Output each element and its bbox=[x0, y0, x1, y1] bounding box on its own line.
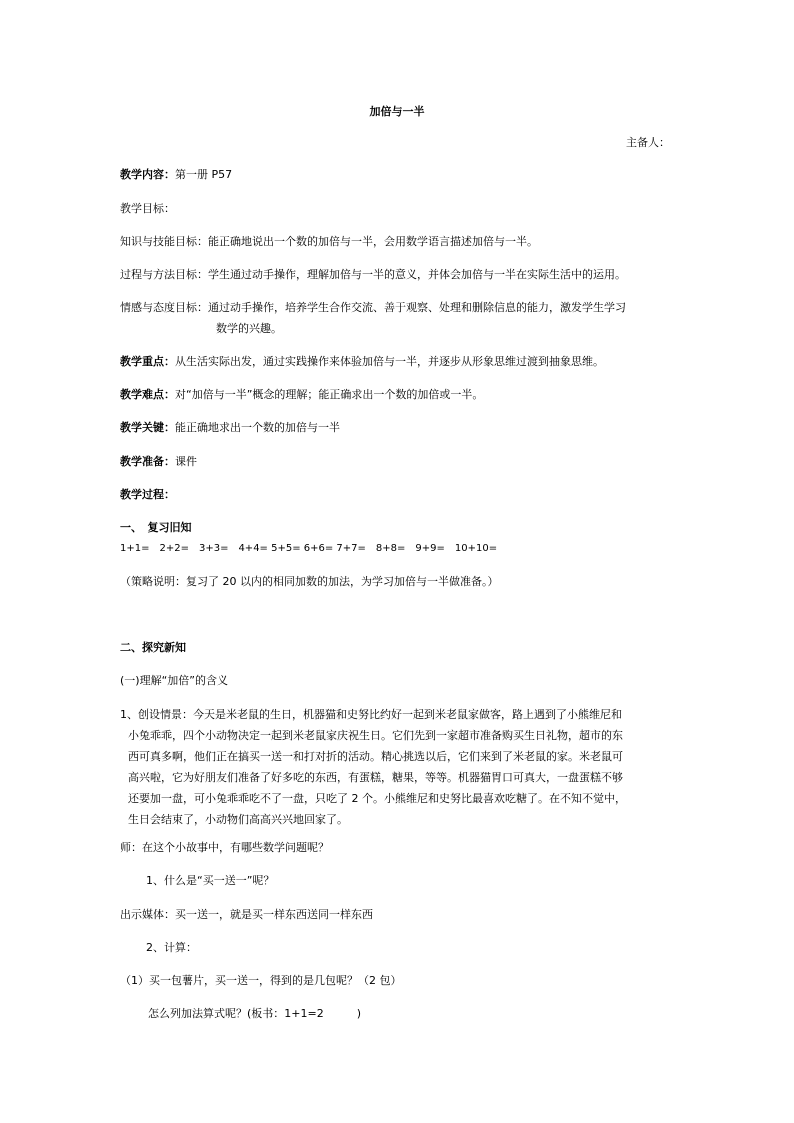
strategy-note: （策略说明：复习了 20 以内的相同加数的加法，为学习加倍与一半做准备。） bbox=[120, 575, 499, 588]
goal-knowledge-row bbox=[120, 235, 538, 249]
content-value: 第一册 P57 bbox=[175, 168, 233, 181]
difficulty-value: 对“加倍与一半”概念的理解；能正确求出一个数的加倍或一半。 bbox=[175, 388, 484, 401]
calc-heading: 2、计算： bbox=[146, 941, 197, 954]
key-label: 教学关键： bbox=[120, 421, 175, 434]
goal-knowledge-value: 能正确地说出一个数的加倍与一半，会用数学语言描述加倍与一半。 bbox=[208, 235, 538, 248]
key-point-row bbox=[120, 355, 604, 369]
prep-material-label: 教学准备： bbox=[120, 455, 175, 468]
goal-process-label: 过程与方法目标： bbox=[120, 268, 208, 281]
goal-process-value: 学生通过动手操作，理解加倍与一半的意义，并体会加倍与一半在实际生活中的运用。 bbox=[208, 268, 626, 281]
goal-emotion-label: 情感与态度目标： bbox=[120, 301, 208, 314]
key-point-value: 从生活实际出发，通过实践操作来体验加倍与一半，并逐步从形象思维过渡到抽象思维。 bbox=[175, 355, 604, 368]
subsection-double-meaning: (一)理解“加倍”的含义 bbox=[120, 674, 228, 687]
goal-knowledge-label: 知识与技能目标： bbox=[120, 235, 208, 248]
teacher-question: 师：在这个小故事中，有哪些数学问题呢？ bbox=[120, 841, 329, 854]
question-buy-one-get-one: 1、什么是“买一送一”呢？ bbox=[146, 874, 275, 887]
preparer-label: 主备人： bbox=[626, 136, 670, 149]
difficulty-label: 教学难点： bbox=[120, 388, 175, 401]
story-line: 小兔乖乖，四个小动物决定一起到米老鼠家庆祝生日。它们先到一家超市准备购买生日礼物，超市的东 bbox=[128, 729, 623, 742]
goal-emotion-value: 通过动手操作，培养学生合作交流、善于观察、处理和删除信息的能力，激发学生学习 bbox=[208, 301, 626, 314]
key-point-label: 教学重点： bbox=[120, 355, 175, 368]
media-text: 出示媒体：买一送一，就是买一样东西送同一样东西 bbox=[120, 908, 373, 921]
story-line: 西可真多啊，他们正在搞买一送一和打对折的活动。精心挑选以后，它们来到了米老鼠的家。米老鼠可 bbox=[128, 750, 623, 763]
goal-emotion-row bbox=[120, 301, 626, 315]
review-equations: 1+1= 2+2= 3+3= 4+4= 5+5= 6+6= 7+7= 8+8= 9+9= 10+10= bbox=[120, 543, 498, 554]
section-explore-heading: 二、探究新知 bbox=[120, 641, 186, 654]
formula-text: 怎么列加法算式呢？(板书：1+1=2 ) bbox=[148, 1007, 362, 1020]
story-line: 还要加一盘，可小兔乖乖吃不了一盘，只吃了 2 个。小熊维尼和史努比最喜欢吃糖了。在不知不觉中， bbox=[128, 792, 626, 805]
story-line: 高兴啦，它为好朋友们准备了好多吃的东西，有蛋糕，糖果，等等。机器猫胃口可真大，一盘蛋糕不够 bbox=[128, 771, 623, 784]
content-label: 教学内容： bbox=[120, 168, 175, 181]
content-row bbox=[120, 168, 232, 182]
difficulty-row bbox=[120, 388, 483, 402]
page-title: 加倍与一半 bbox=[369, 105, 425, 118]
goal-emotion-continued: 数学的兴趣。 bbox=[216, 322, 282, 335]
story-paragraph bbox=[120, 704, 675, 830]
story-line: 生日会结束了，小动物们高高兴兴地回家了。 bbox=[128, 813, 348, 826]
key-row bbox=[120, 421, 340, 435]
prep-material-value: 课件 bbox=[175, 455, 197, 468]
prep-material-row bbox=[120, 455, 197, 469]
key-value: 能正确地求出一个数的加倍与一半 bbox=[175, 421, 340, 434]
story-line: 1、创设情景：今天是米老鼠的生日，机器猫和史努比约好一起到米老鼠家做客，路上遇到了小熊维尼和 bbox=[120, 708, 622, 721]
section-review-heading: 一、 复习旧知 bbox=[120, 521, 192, 534]
goal-process-row bbox=[120, 268, 626, 282]
process-heading: 教学过程： bbox=[120, 488, 175, 501]
goals-heading: 教学目标： bbox=[120, 202, 175, 215]
calc-question-1: （1）买一包薯片，买一送一，得到的是几包呢？（2 包） bbox=[120, 974, 402, 987]
